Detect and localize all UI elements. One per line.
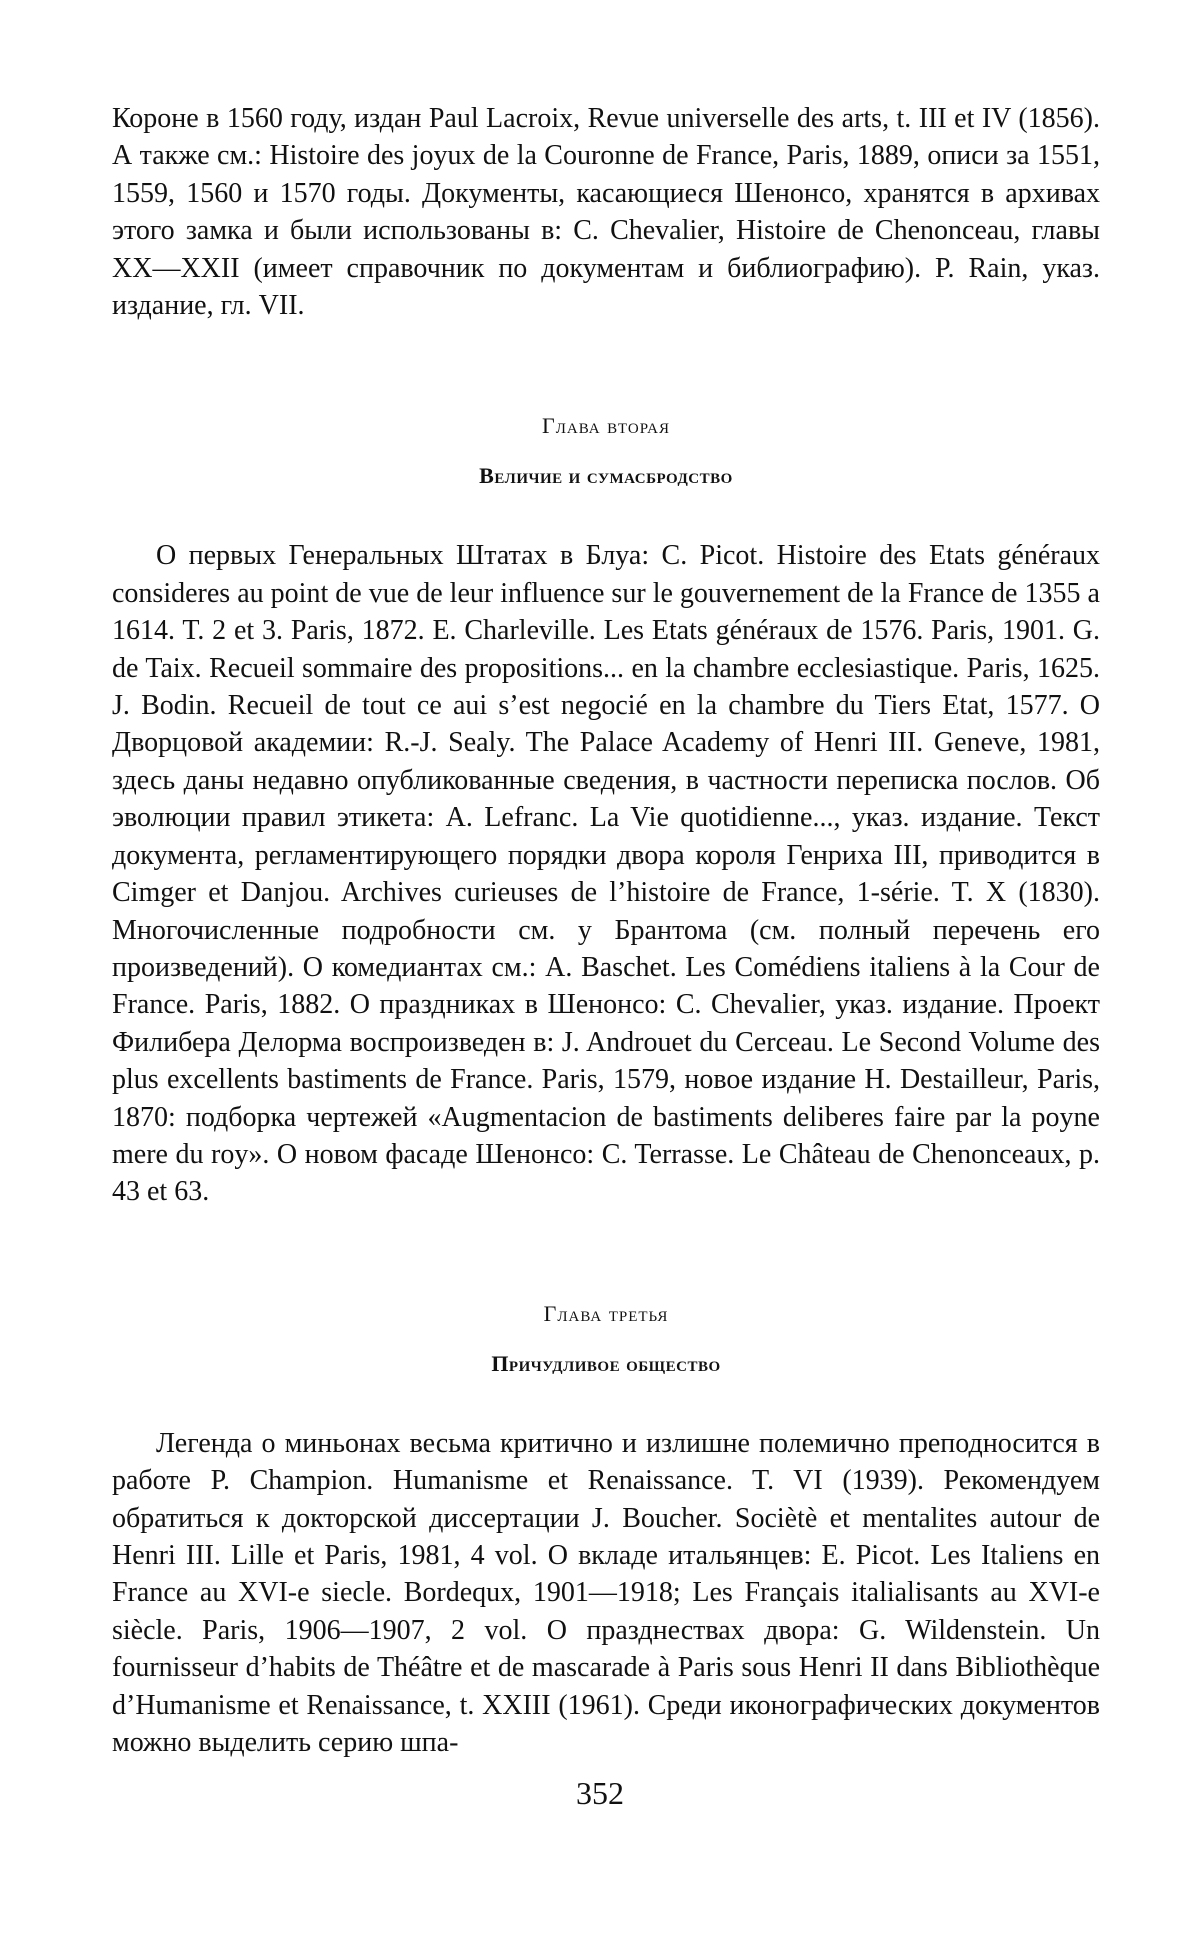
chapter-3-heading (112, 1299, 1100, 1379)
chapter-3-label: Глава третья (543, 1300, 669, 1326)
chapter-2-label: Глава вторая (542, 413, 670, 439)
chapter-2-title: Величие и сумасбродство (479, 463, 733, 489)
chapter-3-text: Легенда о миньонах весьма критично и излишне полемично преподносится в работе P. Champion. Humanisme et Renaissance. T. VI (1939). Рекомендуем обратиться к докторской диссертации J. Boucher. Sociètè et mentalites autour de Henri III. Lille et Paris, 1981, 4 vol. О вкладе итальянцев: E. Picot. Les Italiens en France au XVI-e siecle. Bordequx, 1901—1918; Les Français italialisants au XVI-e siècle. Paris, 1906—1907, 2 vol. О празднествах двора: G. Wildenstein. Un fournisseur d’habits de Théâtre et de mascarade à Paris sous Henri II dans Bibliothèque d’Humanisme et Renaissance, t. XXIII (1961). Среди иконографических документов можно выделить серию шпа- (112, 1427, 1100, 1758)
page-body (112, 100, 1100, 1761)
previous-section-text: Короне в 1560 году, издан Paul Lacroix, Revue universelle des arts, t. III et IV (1856). А также см.: Histoire des joyux de la Couronne de France, Paris, 1889, описи за 1551, 1559, 1560 и 1570 годы. Документы, касающиеся Шенонсо, хранятся в архивах этого замка и были использованы в: C. Chevalier, Histoire de Chenonceau, главы XX—XXII (имеет справочник по документам и библиографию). P. Rain, указ. издание, гл. VII. (112, 103, 1100, 322)
chapter-2-heading (112, 411, 1100, 491)
chapter-2-text: О первых Генеральных Штатах в Блуа: C. Picot. Histoire des Etats généraux consideres au point de vue de leur influence sur le gouvernement de la France de 1355 a 1614. T. 2 et 3. Paris, 1872. E. Charleville. Les Etats généraux de 1576. Paris, 1901. G. de Taix. Recueil sommaire des propositions... en la chambre ecclesiastique. Paris, 1625. J. Bodin. Recueil de tout ce aui s’est negocié en la chambre du Tiers Etat, 1577. О Дворцовой академии: R.-J. Sealy. The Palace Academy of Henri III. Geneve, 1981, здесь даны недавно опубликованные сведения, в частности переписка послов. Об эволюции правил этикета: A. Lefranc. La Vie quotidienne..., указ. издание. Текст документа, регламентирующего порядки двора короля Генриха III, приводится в Cimger et Danjou. Archives curieuses de l’histoire de France, 1-série. T. X (1830). Многочисленные подробности см. у Брантома (см. полный перечень его произведений). О комедиантах см.: A. Baschet. Les Comédiens italiens à la Cour de France. Paris, 1882. О праздниках в Шенонсо: C. Chevalier, указ. издание. Проект Филибера Делорма воспроизведен в: J. Androuet du Cerceau. Le Second Volume des plus excellents bastiments de France. Paris, 1579, новое издание H. Destailleur, Paris, 1870: подборка чертежей «Augmentacion de bastiments deliberes faire par la poyne mere du roy». О новом фасаде Шенонсо: C. Terrasse. Le Château de Chenonceaux, p. 43 et 63. (112, 540, 1100, 1208)
page-number: 352 (576, 1775, 624, 1811)
chapter-3-title: Причудливое общество (491, 1350, 721, 1376)
